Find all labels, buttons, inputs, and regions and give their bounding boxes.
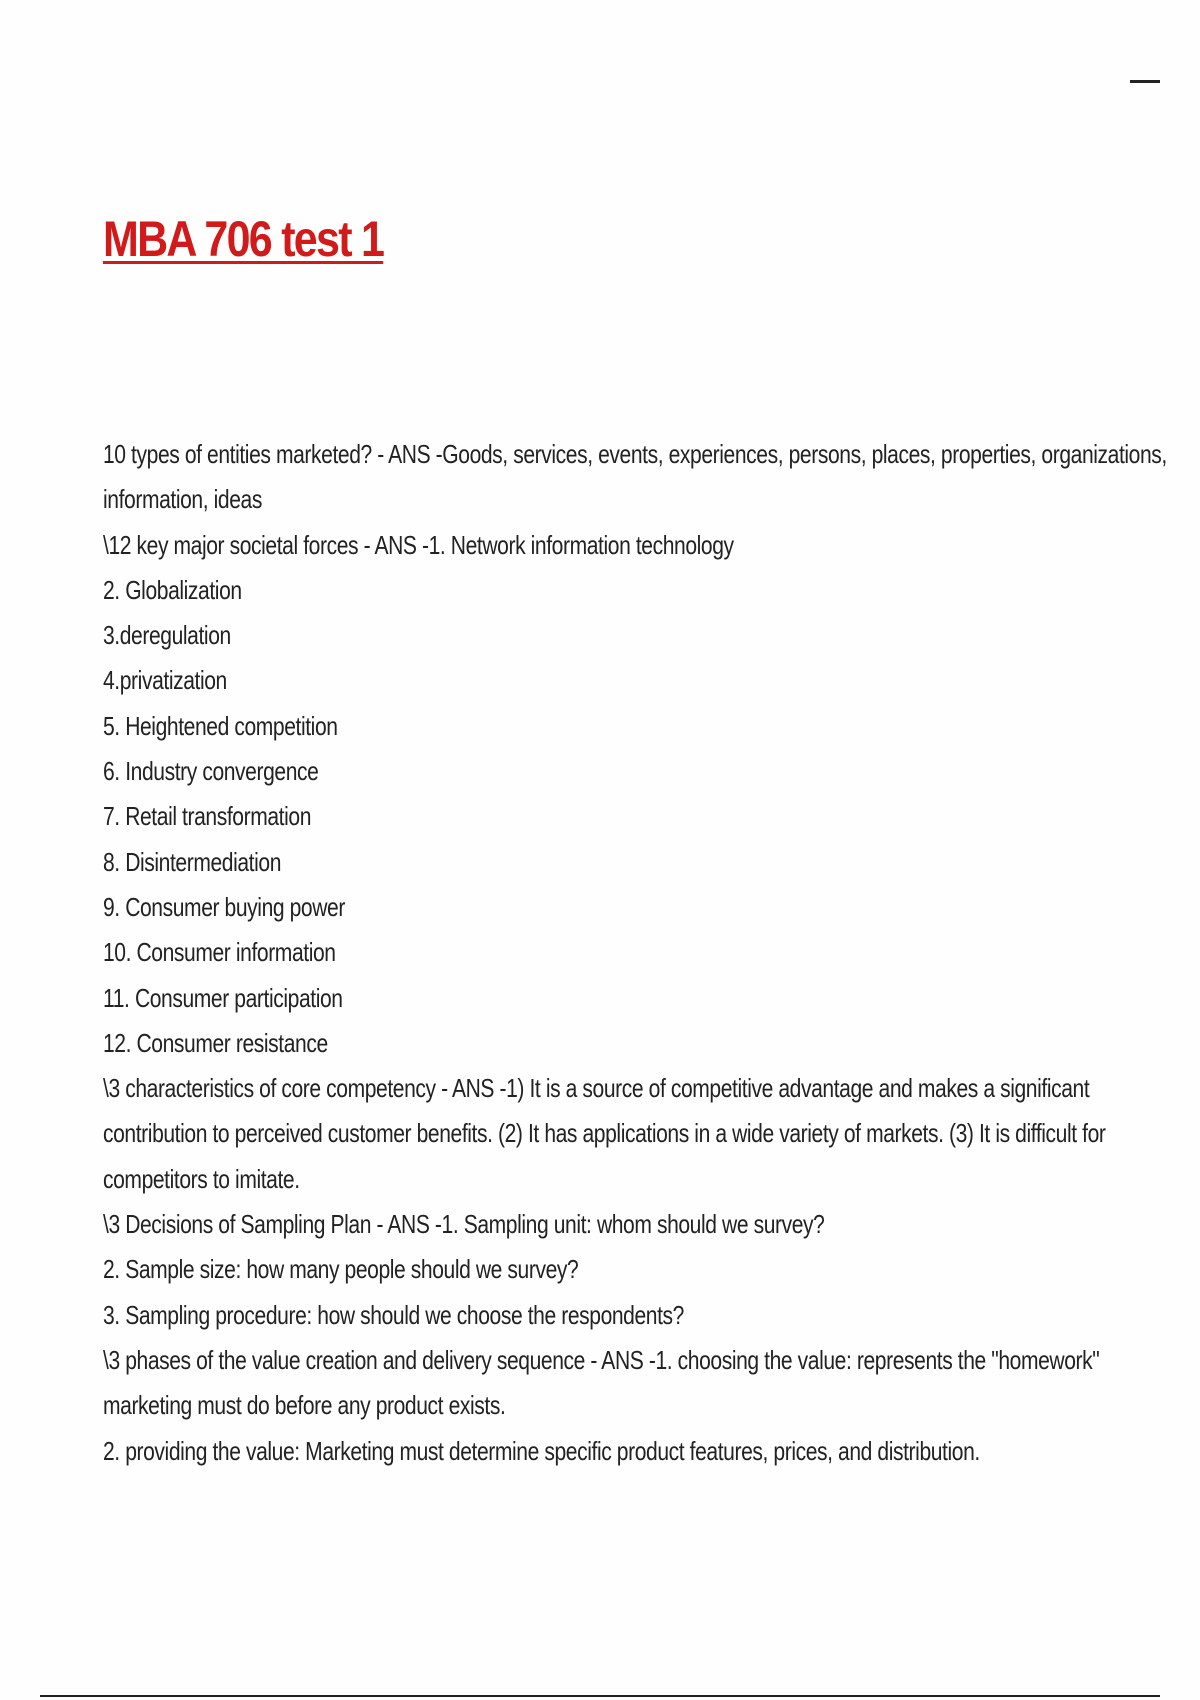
text-line: 5. Heightened competition [103,710,338,741]
document-title: MBA 706 test 1 [103,211,384,267]
text-line: 6. Industry convergence [103,756,319,787]
document-body [103,432,1167,1474]
text-line: 7. Retail transformation [103,801,312,832]
text-line: 2. Globalization [103,574,242,605]
text-line: 8. Disintermediation [103,846,282,877]
bottom-divider [40,1695,1160,1697]
text-line: \3 Decisions of Sampling Plan - ANS -1. Sampling unit: whom should we survey? [103,1209,825,1240]
text-line: 11. Consumer participation [103,982,343,1013]
text-line: 4.privatization [103,665,227,696]
top-dash-mark [1130,80,1160,83]
text-line: 3.deregulation [103,620,231,651]
text-line: information, ideas [103,484,262,515]
text-line: 2. providing the value: Marketing must determine specific product features, prices, and distribution. [103,1435,980,1466]
text-line: contribution to perceived customer benefits. (2) It has applications in a wide variety of markets. (3) It is difficult for [103,1118,1106,1149]
text-line: 3. Sampling procedure: how should we choose the respondents? [103,1299,684,1330]
text-line: competitors to imitate. [103,1163,300,1194]
text-line: \3 characteristics of core competency - ANS -1) It is a source of competitive advantage and makes a significant [103,1073,1090,1104]
text-line: 9. Consumer buying power [103,891,345,922]
text-line: 10 types of entities marketed? - ANS -Goods, services, events, experiences, persons, places, properties, organizations, [103,439,1167,469]
text-line: \3 phases of the value creation and delivery sequence - ANS -1. choosing the value: represents the "homework" [103,1344,1100,1375]
text-line: 2. Sample size: how many people should we survey? [103,1254,579,1285]
text-line: marketing must do before any product exists. [103,1390,506,1421]
text-line: 10. Consumer information [103,937,336,968]
text-line: \12 key major societal forces - ANS -1. Network information technology [103,529,734,560]
text-line: 12. Consumer resistance [103,1027,328,1058]
